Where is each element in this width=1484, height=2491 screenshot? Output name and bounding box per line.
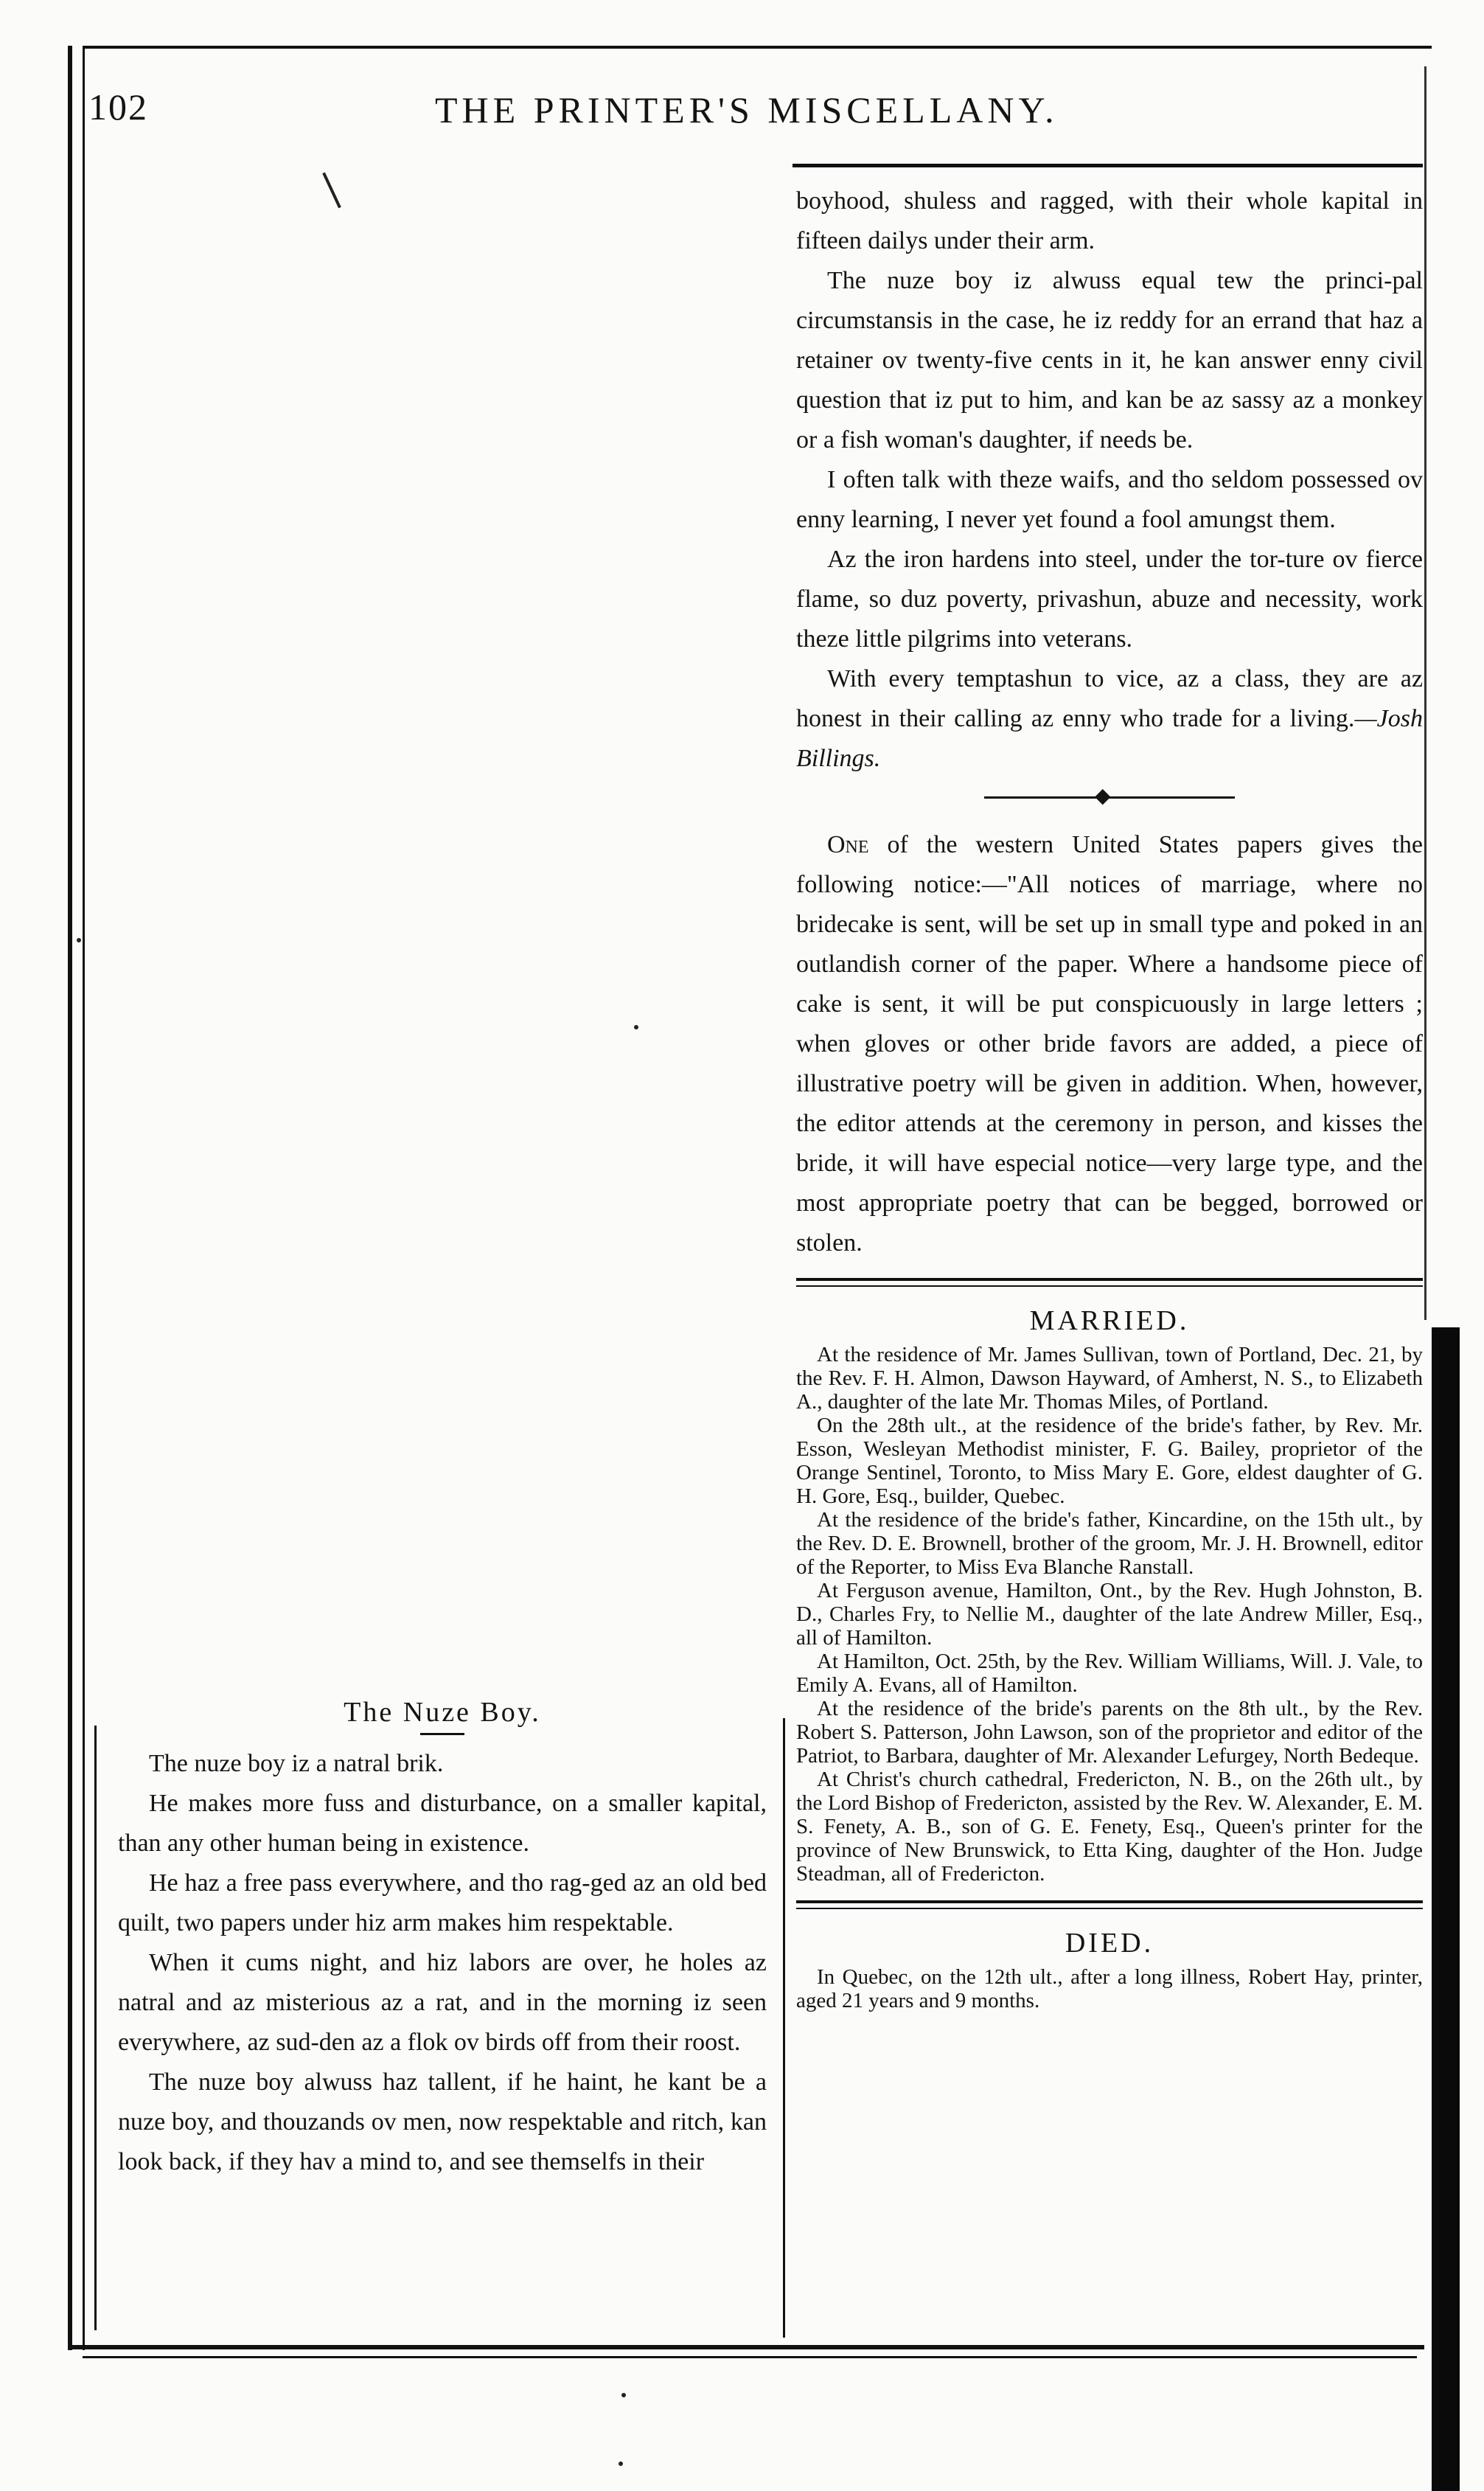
died-entry: In Quebec, on the 12th ult., after a long illness, Robert Hay, printer, aged 21 years and 9 months.: [796, 1965, 1423, 2012]
title-rule: [420, 1733, 464, 1735]
article-paragraph: The nuze boy iz a natral brik.: [149, 1750, 444, 1777]
right-column-edge: [1424, 66, 1426, 1320]
page-frame-inner-left: [83, 46, 85, 2350]
married-entry: At the residence of Mr. James Sullivan, town of Portland, Dec. 21, by the Rev. F. H. Almon, Dawson Hayward, of Amherst, N. S., to Elizabeth A., daughter of the late Mr. Thomas Miles, of Portland.: [796, 1343, 1423, 1414]
speck-mark: [619, 2462, 623, 2466]
running-title: THE PRINTER'S MISCELLANY.: [435, 89, 1059, 131]
speck-mark: [77, 938, 81, 942]
stray-mark: [322, 173, 341, 209]
article-paragraph: He haz a free pass everywhere, and tho rag-ged az an old bed quilt, two papers under hiz arm makes him respektable.: [118, 1869, 767, 1936]
married-entry: At Christ's church cathedral, Fredericton, N. B., on the 26th ult., by the Lord Bishop of Fredericton, assisted by the Rev. W. Alexander, E. M. S. Fenety, A. B., son of G. E. Fenety, Esq., Queen's printer for the province of New Brunswick, to Etta King, daughter of the Hon. Judge Steadman, all of Fredericton.: [796, 1768, 1423, 1886]
article-text: With every temptashun to vice, az a class, they are az honest in their calling az enny who trade for a living.: [796, 665, 1423, 732]
died-section: [796, 1927, 1423, 2012]
article-paragraph: When it cums night, and hiz labors are over, he holes az natral and az misterious az a rat, and in the morning iz seen everywhere, az sud-den az a flok ov birds off from their roost.: [118, 1949, 767, 2056]
article-paragraph: The nuze boy alwuss haz tallent, if he haint, he kant be a nuze boy, and thouzands ov men, now respektable and ritch, kan look back, if they hav a mind to, and see themselfs in their: [118, 2068, 767, 2175]
married-section: [796, 1304, 1423, 1886]
died-heading: DIED.: [1065, 1928, 1154, 1959]
header-rule: [792, 164, 1423, 167]
married-entry: At the residence of the bride's parents on the 8th ult., by the Rev. Robert S. Patterson, John Lawson, son of the proprietor and editor of the Patriot, to Barbara, daughter of Mr. Alexander Lefurgey, North Bedeque.: [796, 1697, 1423, 1768]
article-paragraph: He makes more fuss and disturbance, on a smaller kapital, than any other human being in existence.: [118, 1790, 767, 1857]
page-frame-left: [68, 46, 72, 2350]
section-rule: [796, 1278, 1423, 1281]
married-entry: On the 28th ult., at the residence of the bride's father, by Rev. Mr. Esson, Wesleyan Methodist minister, F. G. Bailey, proprietor of the Orange Sentinel, Toronto, to Miss Mary E. Gore, eldest daughter of G. H. Gore, Esq., builder, Quebec.: [796, 1414, 1423, 1508]
speck-mark: [634, 1025, 638, 1029]
article-paragraph: The nuze boy iz alwuss equal tew the princi-pal circumstansis in the case, he iz reddy for an errand that haz a retainer ov twenty-five cents in it, he kan answer enny civil question that iz put to him, and kan be az sassy az a monkey or a fish woman's daughter, if needs be.: [796, 267, 1423, 454]
article-paragraph: boyhood, shuless and ragged, with their whole kapital in fifteen dailys under their arm.: [796, 187, 1423, 254]
article-title: The Nuze Boy.: [344, 1697, 541, 1728]
left-column-rule: [94, 1726, 97, 2330]
page-frame-top: [83, 46, 1432, 49]
speck-mark: [621, 2393, 626, 2397]
section-rule-thin: [796, 1285, 1423, 1287]
section-rule-thin: [796, 1908, 1423, 1909]
footer-rule-thin: [83, 2356, 1417, 2358]
ornament-rule: [984, 796, 1235, 799]
running-header: [88, 80, 1423, 139]
footer-rule: [68, 2345, 1424, 2349]
left-column: [118, 1696, 767, 2182]
column-divider: [783, 1718, 785, 2338]
section-rule: [796, 1900, 1423, 1903]
scan-dark-edge: [1432, 1327, 1460, 2491]
right-column: [796, 181, 1423, 2012]
married-heading: MARRIED.: [1029, 1305, 1190, 1336]
page-number: 102: [88, 86, 148, 128]
notice-text: of the western United States papers gives the following notice:—"All notices of marriage, where no bridecake is sent, will be set up in small type and poked in an outlandish corner of the paper. Where a handsome piece of cake is sent, it will be put conspicuously in large letters ; when gloves or other bride favors are added, a piece of illustrative poetry will be given in addition. When, however, the editor attends at the ceremony in person, and kisses the bride, it will have especial notice—very large type, and the most appropriate poetry that can be begged, borrowed or stolen.: [796, 831, 1423, 1257]
article-paragraph: I often talk with theze waifs, and tho seldom possessed ov enny learning, I never yet found a fool amungst them.: [796, 466, 1423, 533]
notice-paragraph: [796, 825, 1423, 1263]
article-paragraph: Az the iron hardens into steel, under the tor-ture ov fierce flame, so duz poverty, privashun, abuze and necessity, work theze little pilgrims into veterans.: [796, 546, 1423, 653]
article-paragraph: [796, 659, 1423, 779]
married-entry: At Hamilton, Oct. 25th, by the Rev. William Williams, Will. J. Vale, to Emily A. Evans, all of Hamilton.: [796, 1650, 1423, 1697]
author-signature: —Josh Billings.: [796, 705, 1423, 772]
married-entry: At Ferguson avenue, Hamilton, Ont., by the Rev. Hugh Johnston, B. D., Charles Fry, to Nellie M., daughter of the late Andrew Miller, Esq., all of Hamilton.: [796, 1579, 1423, 1650]
married-entry: At the residence of the bride's father, Kincardine, on the 15th ult., by the Rev. D. E. Brownell, brother of the groom, Mr. J. H. Brownell, editor of the Reporter, to Miss Eva Blanche Ranstall.: [796, 1508, 1423, 1579]
notice-lead: One: [827, 831, 869, 858]
